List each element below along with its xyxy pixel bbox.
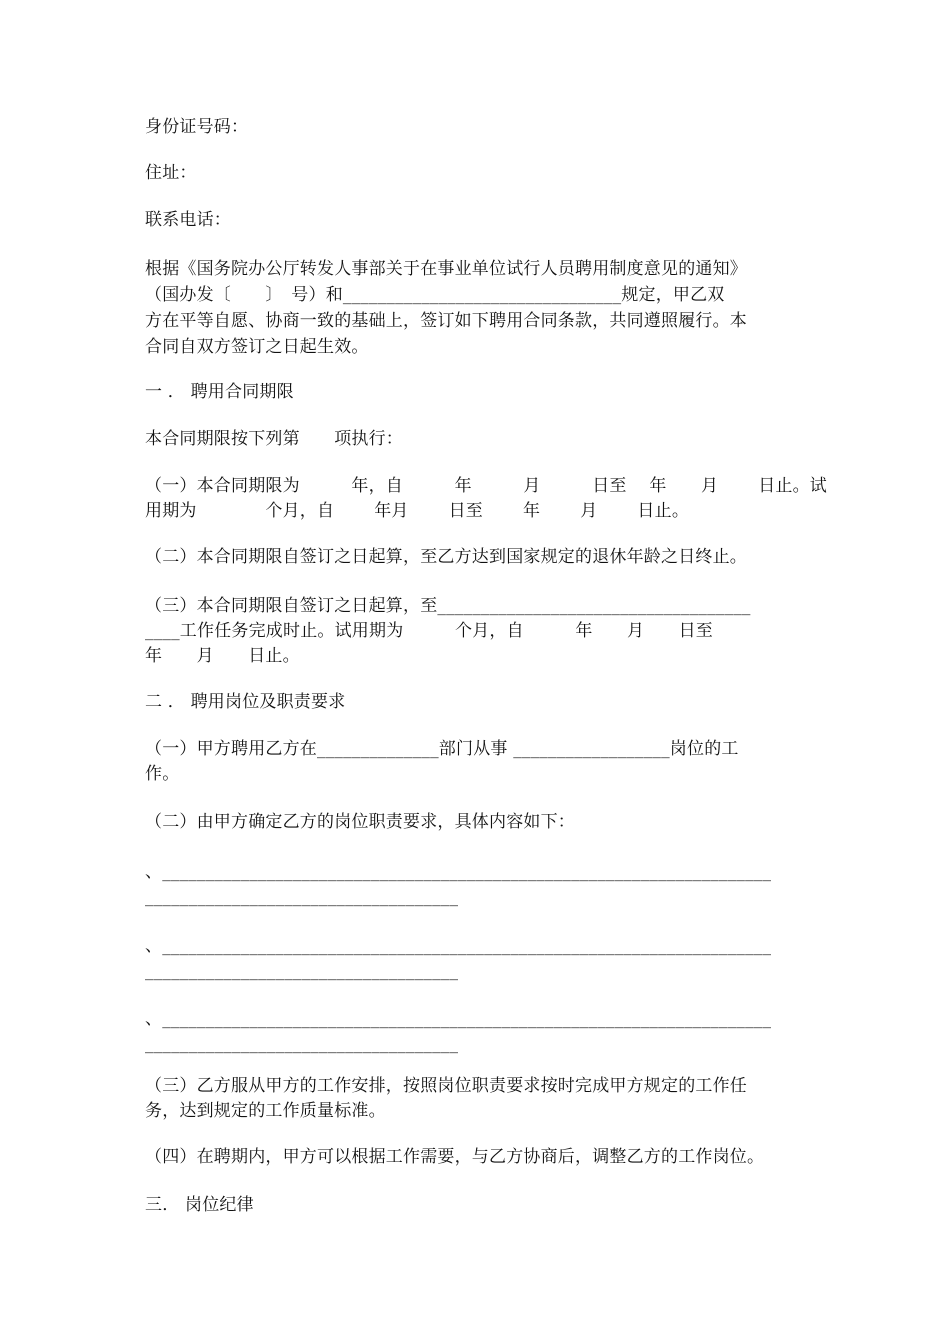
- id-number-label: 身份证号码：: [145, 117, 249, 137]
- preamble-line-4: 合同自双方签订之日起生效。: [145, 337, 369, 357]
- term-option-1-line-2: 用期为 个月，自 年月 日至 年 月 日止。: [145, 501, 690, 521]
- section-heading-2: 二 ． 聘用岗位及职责要求: [145, 692, 346, 712]
- duties-intro: （二）由甲方确定乙方的岗位职责要求，具体内容如下：: [145, 812, 575, 832]
- term-option-3-line-2: ____工作任务完成时止。试用期为 个月，自 年 月 日至: [145, 621, 713, 641]
- duty-item-2-line-2: ____________________________________: [145, 961, 459, 981]
- phone-label: 联系电话：: [145, 210, 231, 230]
- address-label: 住址：: [145, 163, 197, 183]
- duty-item-1-line-2: ____________________________________: [145, 887, 459, 907]
- duty-item-1-line-1: 、______________________________________________________________________: [145, 862, 772, 882]
- term-option-3-line-1: （三）本合同期限自签订之日起算，至____________________________________: [145, 596, 751, 616]
- term-option-1-line-1: （一）本合同期限为 年，自 年 月 日至 年 月 日止。试: [145, 476, 828, 496]
- preamble-line-2: （国办发〔 〕 号）和________________________________规定，甲乙双: [145, 285, 725, 305]
- work-arrangement-line-2: 务，达到规定的工作质量标准。: [145, 1101, 386, 1121]
- position-line-1: （一）甲方聘用乙方在______________部门从事 __________________岗位的工: [145, 739, 739, 759]
- position-adjustment: （四）在聘期内，甲方可以根据工作需要，与乙方协商后，调整乙方的工作岗位。: [145, 1147, 765, 1167]
- section-heading-1: 一 ． 聘用合同期限: [145, 382, 294, 402]
- duty-item-3-line-1: 、______________________________________________________________________: [145, 1009, 772, 1029]
- position-line-2: 作。: [145, 764, 180, 784]
- duty-item-3-line-2: ____________________________________: [145, 1034, 459, 1054]
- term-selection: 本合同期限按下列第 项执行：: [145, 429, 403, 449]
- preamble-line-3: 方在平等自愿、协商一致的基础上，签订如下聘用合同条款，共同遵照履行。本: [145, 311, 747, 331]
- term-option-2: （二）本合同期限自签订之日起算，至乙方达到国家规定的退休年龄之日终止。: [145, 547, 747, 567]
- work-arrangement-line-1: （三）乙方服从甲方的工作安排，按照岗位职责要求按时完成甲方规定的工作任: [145, 1076, 747, 1096]
- preamble-line-1: 根据《国务院办公厅转发人事部关于在事业单位试行人员聘用制度意见的通知》: [145, 259, 747, 279]
- term-option-3-line-3: 年 月 日止。: [145, 646, 300, 666]
- section-heading-3: 三． 岗位纪律: [145, 1195, 254, 1215]
- duty-item-2-line-1: 、______________________________________________________________________: [145, 936, 772, 956]
